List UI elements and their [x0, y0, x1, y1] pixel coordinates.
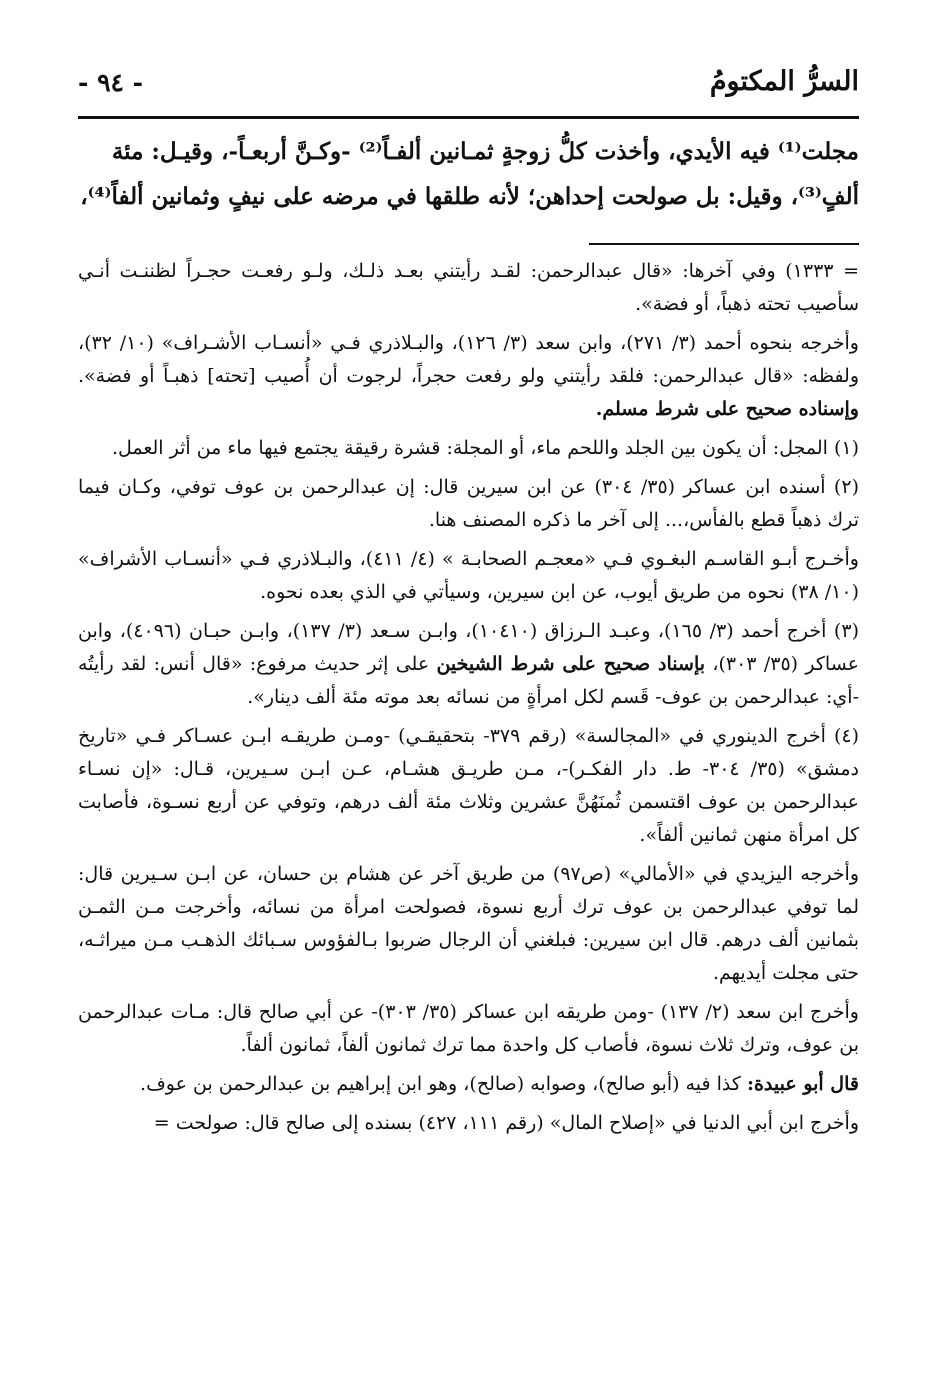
- footnote-4b: وأخرجه اليزيدي في «الأمالي» (ص٩٧) من طريق آخر عن هشام بن حسان، عن ابـن سـيرين قال: لما توفي عبدالرحمن بن عوف ترك أربع نسوة، فصولحت امرأة من نسائه، وأخرجت مـن الثمـن بثمانين ألف درهم. قال ابن سيرين: فبلغني أن الرجال ضربوا بـالفؤوس سـبائك الذهـب مـن ميراثـه، حتى مجلت أيديهم.: [78, 863, 859, 984]
- footnote-4a: (٤) أخرج الدينوري في «المجالسة» (رقم ٣٧٩- بتحقيقـي) -ومـن طريقـه ابـن عسـاكر فـي «تاريخ دمشق» (٣٥/ ٣٠٤- ط. دار الفكـر)-، مـن طريـق هشـام، عـن ابـن سـيرين، قـال: «إن نسـاء عبدالرحمن بن عوف اقتسمن ثُمنَهُنَّ عشرين وثلاث مئة ألف درهم، وتوفي عن أربع نسـوة، فأصابت كل امرأة منهن ثمانين ألفاً».: [78, 725, 859, 846]
- header-rule: [78, 116, 859, 119]
- grading-bold: وإسناده صحيح على شرط مسلم.: [595, 398, 859, 420]
- footnote-4d: قال أبو عبيدة: كذا فيه (أبو صالح)، وصوابه (صالح)، وهو ابن إبراهيم بن عبدالرحمن بن عوف.: [140, 1073, 859, 1095]
- main-line-1: مجلت⁽¹⁾ فيه الأيدي، وأخذت كلُّ زوجةٍ ثمـانين ألفـاً⁽²⁾ -وكـنَّ أربعـاً-، وقيـل: مئة: [111, 138, 859, 165]
- grading-bold-2: بإسناد صحيح على شرط الشيخين: [436, 653, 706, 675]
- running-title: السرُّ المكتومُ: [709, 66, 859, 97]
- page-number: - ٩٤ -: [78, 68, 144, 97]
- note-continuation-b: وأخرجه بنحوه أحمد (٣/ ٢٧١)، وابن سعد (٣/ ١٢٦)، والبـلاذري فـي «أنسـاب الأشـراف» (١٠/ ٣٢)، ولفظه: «قال عبدالرحمن: فلقد رأيتني ولو رفعت حجراً، لرجوت أن أُصيب [تحته] ذهبـاً أو فضة». وإسناده صحيح على شرط مسلم.: [78, 332, 859, 420]
- page-header: [78, 60, 859, 112]
- main-text: [78, 129, 859, 219]
- footnote-4e: وأخرج ابن أبي الدنيا في «إصلاح المال» (رقم ١١١، ٤٢٧) بسنده إلى صالح قال: صولحت =: [153, 1112, 859, 1134]
- footnote-1: (١) المجل: أن يكون بين الجلد واللحم ماء، أو المجلة: قشرة رقيقة يجتمع فيها ماء من أثر العمل.: [111, 437, 859, 459]
- footnote-separator: [589, 243, 859, 245]
- main-line-2: ألفٍ⁽³⁾، وقيل: بل صولحت إحداهن؛ لأنه طلقها في مرضه على نيفٍ وثمانين ألفاً⁽⁴⁾،: [80, 183, 859, 210]
- footnotes: [78, 255, 859, 1140]
- footnote-3: (٣) أخرج أحمد (٣/ ١٦٥)، وعبـد الـرزاق (١٠٤١٠)، وابـن سـعد (٣/ ١٣٧)، وابـن حبـان (٤٠٩٦)، وابن عساكر (٣٥/ ٣٠٣)، بإسناد صحيح على شرط الشيخين على إثر حديث مرفوع: «قال أنس: لقد رأيتُه -أي: عبدالرحمن بن عوف- قَسم لكل امرأةٍ من نسائه بعد موته مئة ألف دينار».: [78, 620, 859, 708]
- footnote-4c: وأخرج ابن سعد (٢/ ١٣٧) -ومن طريقه ابن عساكر (٣٥/ ٣٠٣)- عن أبي صالح قال: مـات عبدالرحمن بن عوف، وترك ثلاث نسوة، فأصاب كل واحدة مما ترك ثمانون ألفاً، ثمانون ألفاً.: [78, 1001, 859, 1056]
- editor-remark-label: قال أبو عبيدة:: [746, 1073, 859, 1095]
- note-continuation-a: = ١٣٣٣) وفي آخرها: «قال عبدالرحمن: لقـد رأيتني بعـد ذلـك، ولـو رفعـت حجـراً لظننـت أنـي سأصيب تحته ذهباً، أو فضة».: [78, 260, 859, 315]
- footnote-2a: (٢) أسنده ابن عساكر (٣٥/ ٣٠٤) عن ابن سيرين قال: إن عبدالرحمن بن عوف توفي، وكـان فيما ترك ذهباً قطع بالفأس،... إلى آخر ما ذكره المصنف هنا.: [78, 476, 859, 531]
- footnote-2b: وأخـرج أبـو القاسـم البغـوي فـي «معجـم الصحابـة » (٤/ ٤١١)، والبـلاذري فـي «أنسـاب الأشراف» (١٠/ ٣٨) نحوه من طريق أيوب، عن ابن سيرين، وسيأتي في الذي بعده نحوه.: [78, 548, 859, 603]
